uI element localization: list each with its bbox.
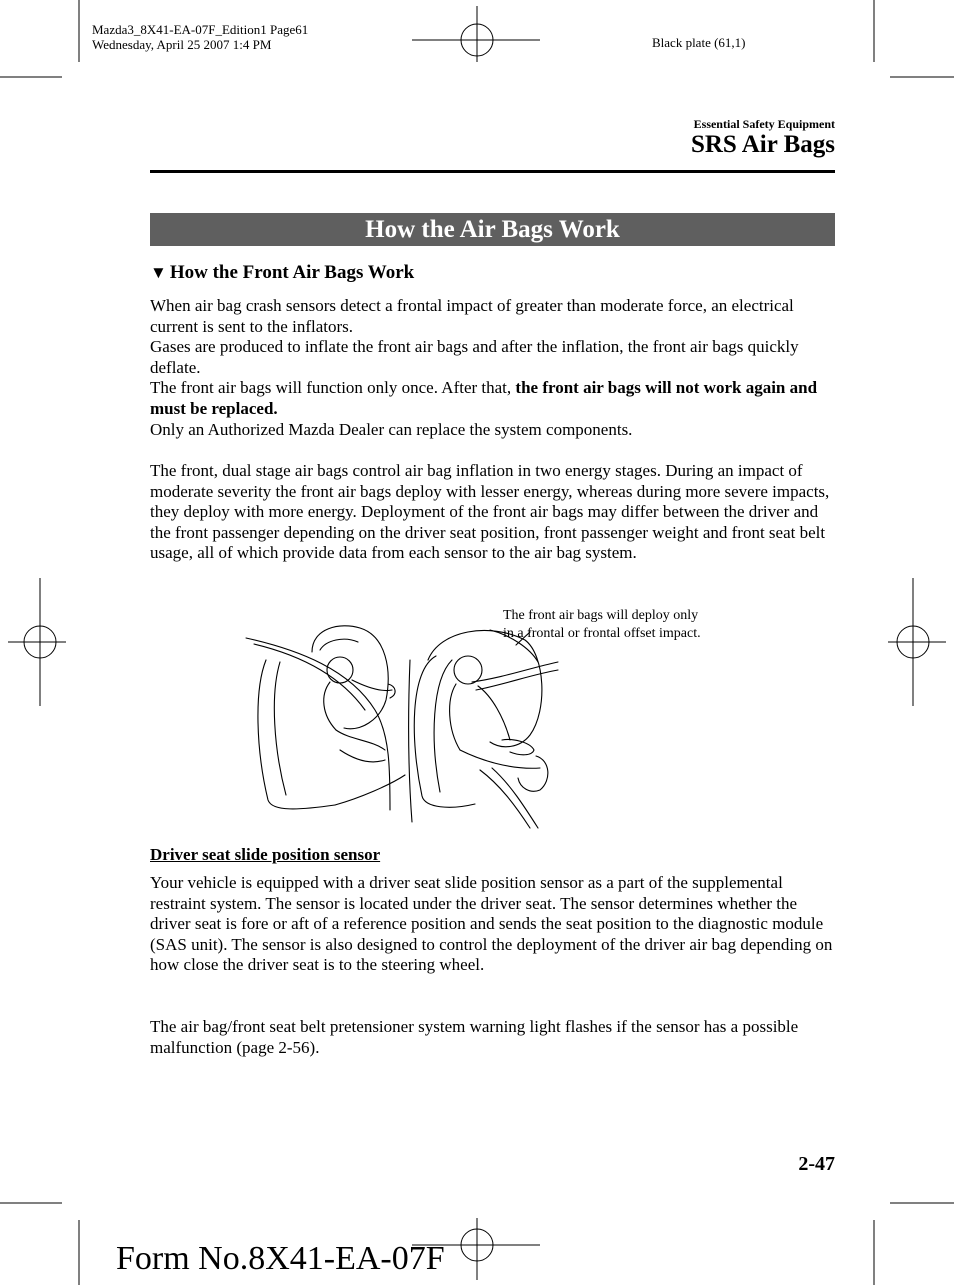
illustration-caption [503,607,743,643]
subsection-heading [150,262,414,284]
function-once-text: The front air bags will function only once. After that, [150,378,516,398]
caption-line-1: The front air bags will deploy only [503,608,699,623]
front-airbag-paragraph-1 [150,296,840,440]
page-number: 2-47 [798,1153,835,1175]
dealer-replace-text: Only an Authorized Mazda Dealer can replace the system components. [150,419,633,439]
dual-stage-paragraph: The front, dual stage air bags control air bag inflation in two energy stages. During an impact of moderate severity the front air bags deploy with lesser energy, whereas during more severe impacts, they deploy with more energy. Deployment of the front air bags may differ between the driver and the front passenger depending on the driver seat position, front passenger weight and front seat belt usage, all of which provide data from each sensor to the air bag system. [150,461,830,563]
warning-light-paragraph: The air bag/front seat belt pretensioner system warning light flashes if the sensor has a possible malfunction (page 2-56). [150,1017,799,1057]
gas-deflate-text: Gases are produced to inflate the front air bags and after the inflation, the front air bags quickly deflate. [150,337,799,377]
slug-line-2: Wednesday, April 25 2007 1:4 PM [92,37,272,52]
slug-line-1: Mazda3_8X41-EA-07F_Edition1 Page61 [92,22,309,37]
topic-banner: How the Air Bags Work [150,213,835,246]
subsection-heading-text: How the Front Air Bags Work [169,262,415,283]
black-plate-label: Black plate (61,1) [652,35,746,50]
chapter-title: SRS Air Bags [690,131,835,158]
section-title: Essential Safety Equipment [693,117,835,131]
caption-line-2: in a frontal or frontal offset impact. [503,626,701,641]
form-number: Form No.8X41-EA-07F [116,1240,445,1277]
sensor-heading: Driver seat slide position sensor [150,845,381,864]
header-rule [150,170,835,173]
print-slug [92,22,308,52]
inflation-trigger-text: When air bag crash sensors detect a frontal impact of greater than moderate force, an electrical current is sent to the inflators. [150,296,794,336]
sensor-paragraph: Your vehicle is equipped with a driver seat slide position sensor as a part of the supplemental restraint system. The sensor is located under the driver seat. The sensor determines whether the driver seat is fore or aft of a reference position and sends the seat position to the diagnostic module (SAS unit). The sensor is also designed to control the deployment of the driver air bag depending on how close the driver seat is to the steering wheel. [150,873,833,975]
replace-warning-text: the front air bags will not work again and must be replaced. [150,378,818,418]
triangle-bullet-icon: ▼ [150,263,167,282]
